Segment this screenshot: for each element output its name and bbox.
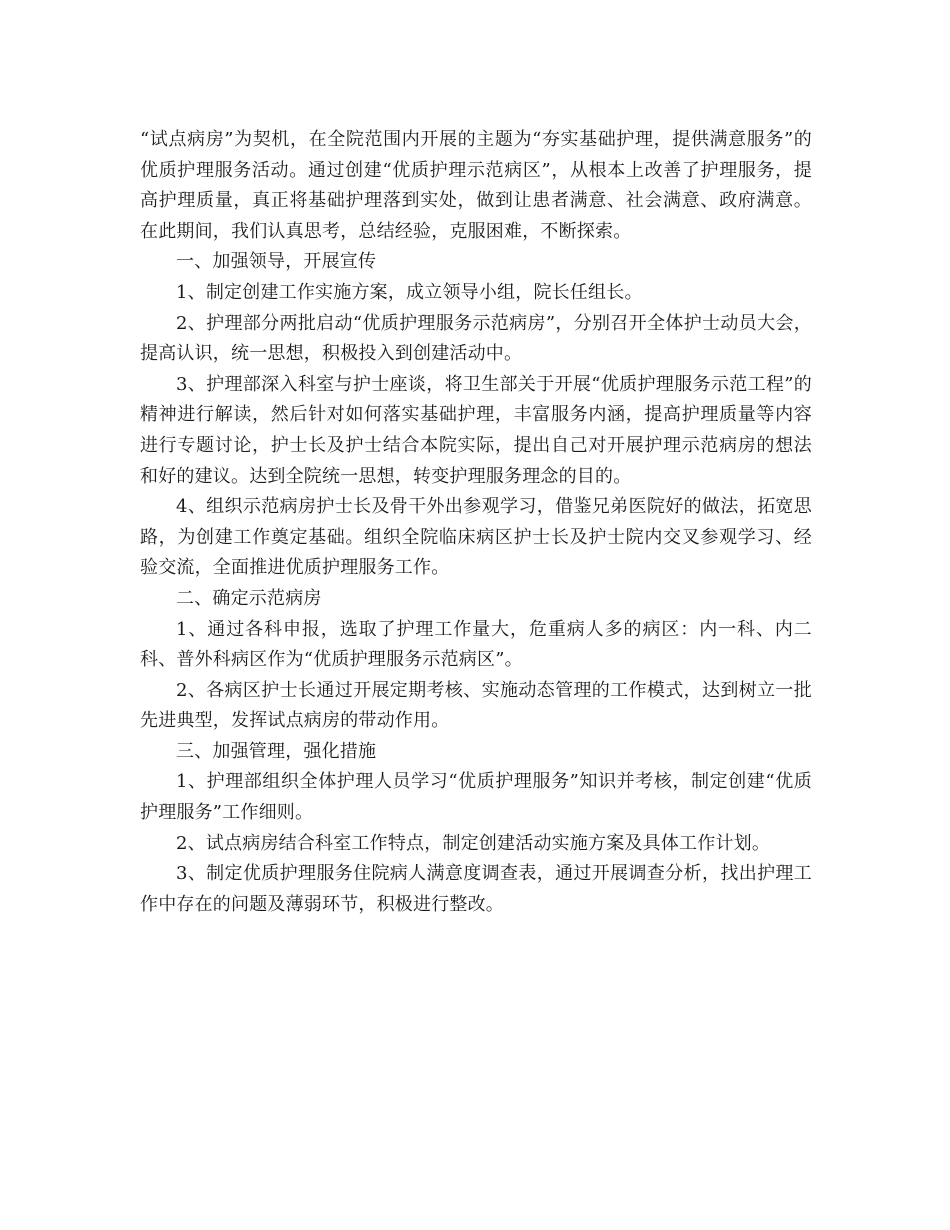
paragraph-3-3: 3、制定优质护理服务住院病人满意度调查表，通过开展调查分析，找出护理工作中存在的问题及薄弱环节，积极进行整改。: [140, 863, 812, 915]
paragraph-1-4: 4、组织示范病房护士长及骨干外出参观学习，借鉴兄弟医院好的做法，拓宽思路，为创建工作奠定基础。组织全院临床病区护士长及护士院内交叉参观学习、经验交流，全面推进优质护理服务工作。: [140, 496, 812, 579]
paragraph-1-3: 3、护理部深入科室与护士座谈，将卫生部关于开展“优质护理服务示范工程”的精神进行解读，然后针对如何落实基础护理，丰富服务内涵，提高护理质量等内容进行专题讨论，护士长及护士结合本院实际，提出自己对开展护理示范病房的想法和好的建议。达到全院统一思想，转变护理服务理念的目的。: [140, 373, 812, 487]
paragraph-3-2: 2、试点病房结合科室工作特点，制定创建活动实施方案及具体工作计划。: [176, 832, 771, 854]
section-heading-2: 二、确定示范病房: [176, 587, 322, 609]
section-heading-3: 三、加强管理，强化措施: [176, 740, 377, 762]
document-body: [140, 125, 812, 920]
paragraph-2-1: 1、通过各科申报，选取了护理工作量大，危重病人多的病区：内一科、内二科、普外科病区作为“优质护理服务示范病区”。: [140, 618, 812, 671]
paragraph-3-1: 1、护理部组织全体护理人员学习“优质护理服务”知识并考核，制定创建“优质护理服务”工作细则。: [140, 771, 812, 824]
paragraph-2-2: 2、各病区护士长通过开展定期考核、实施动态管理的工作模式，达到树立一批先进典型，发挥试点病房的带动作用。: [140, 679, 812, 732]
section-heading-1: 一、加强领导，开展宣传: [176, 251, 377, 273]
paragraph-1-2: 2、护理部分两批启动“优质护理服务示范病房”，分别召开全体护士动员大会，提高认识，统一思想，积极投入到创建活动中。: [140, 312, 812, 365]
paragraph-1-1: 1、制定创建工作实施方案，成立领导小组，院长任组长。: [176, 281, 643, 303]
intro-paragraph: “试点病房”为契机，在全院范围内开展的主题为“夯实基础护理，提供满意服务”的优质护理服务活动。通过创建“优质护理示范病区”，从根本上改善了护理服务，提高护理质量，真正将基础护理落到实处，做到让患者满意、社会满意、政府满意。在此期间，我们认真思考，总结经验，克服困难，不断探索。: [140, 129, 812, 242]
